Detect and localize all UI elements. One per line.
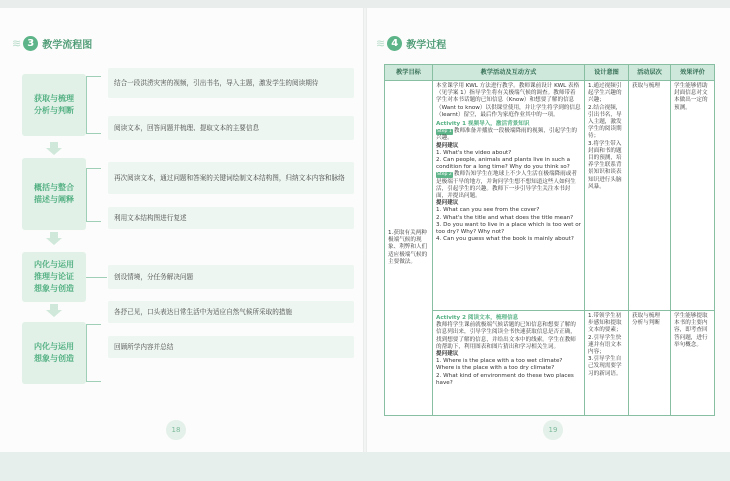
question-label-2: 提问建议 bbox=[436, 200, 459, 207]
arrow-down-3-icon bbox=[46, 310, 62, 317]
stage-2-activity-2: 利用文本结构图进行复述 bbox=[108, 207, 354, 229]
question-3-2: 2. What kind of environment do these two places have? bbox=[436, 372, 574, 386]
question-2-2: 2. What's the title and what does the title mean? bbox=[436, 214, 574, 221]
table-row bbox=[385, 311, 715, 416]
step-1-text: 教师准备并播放一段极端降雨的视频，引起学生的兴趣。 bbox=[436, 128, 577, 142]
stage-1-bracket bbox=[86, 76, 101, 134]
step-1 bbox=[436, 128, 581, 142]
teaching-process-table bbox=[384, 64, 715, 416]
question-1-1: 1. What's the video about? bbox=[436, 149, 512, 156]
stage-2-bracket bbox=[86, 168, 101, 222]
left-page-number: 18 bbox=[166, 420, 186, 440]
stage-3-activity-1: 创设情境，分任务解决问题 bbox=[108, 265, 354, 289]
table-header-row bbox=[385, 65, 715, 81]
question-label-1: 提问建议 bbox=[436, 142, 459, 149]
level-cell-1: 获取与梳理 bbox=[629, 81, 671, 311]
evaluation-cell-1: 学生能够借助封面信息对文本做出一定的预测。 bbox=[671, 81, 715, 311]
arrow-down-2-icon bbox=[46, 238, 62, 245]
activity-2-intro: 教师将学生课前就极端气候话题的已知信息和想要了解的信息列出来，引导学生阅读全书快速获取信息是否正确，找到想要了解的信息，并给出文本中的线索。学生在教师的帮助下，利用图表和图片猜出和学习相关生词。 bbox=[436, 322, 576, 350]
stage-1-activity-2: 阅读文本，回答问题并梳理、提取文本的主要信息 bbox=[108, 116, 354, 140]
section-title-2: 教学过程 bbox=[406, 40, 447, 51]
header-intent: 设计意图 bbox=[585, 65, 629, 81]
question-2-4: 4. Can you guess what the book is mainly about? bbox=[436, 236, 574, 243]
step-1-badge: Step 1 bbox=[437, 129, 452, 135]
header-goal: 教学目标 bbox=[385, 65, 433, 81]
top-band bbox=[0, 0, 730, 8]
stage-1-activity-1: 结合一段洪涝灾害的视频，引出书名，导入主题，激发学生的阅读期待 bbox=[108, 68, 354, 98]
stage-3-label: 内化与运用 推理与论证 想象与创造 bbox=[22, 252, 86, 302]
activity-intro: 本堂课学用 KWL 方法进行教学。教师课前设计 KWL 表格（见学案 1）指导学生将有关极端气候的调查。教师带着学生对本书话题的已知信息（Know）和想要了解的信息（Want to know）以供课堂使用，并让学生将学到的信息（learnt）留空，最后作为家庭作业其中的一项。 bbox=[436, 83, 581, 118]
table-row bbox=[385, 81, 715, 311]
book-spine bbox=[363, 8, 367, 474]
level-cell-2: 获取与梳理 分析与判断 bbox=[629, 311, 671, 416]
stage-4-activity-1: 各抒己见，口头表达日常生活中为适应自然气候所采取的措施 bbox=[108, 301, 354, 323]
wave-decoration-icon: ≋ bbox=[12, 37, 20, 50]
step-2 bbox=[436, 171, 581, 200]
intent-cell-2: 1.带领学生初步感知和提取文本的要素； 2.引导学生快速并有语文本内容； 3.引导学生自己发现需要学习的新词语。 bbox=[585, 311, 629, 416]
activity-1-title: Activity 1 视频导入，激活背景知识 bbox=[436, 121, 530, 128]
activity-2-title: Activity 2 阅读文本，梳理信息 bbox=[436, 315, 519, 321]
evaluation-cell-2: 学生能够提取本书的主要内容，即考查回答问题，进行举句概念。 bbox=[671, 311, 715, 416]
stage-4-activity-2: 回顾所学内容并总结 bbox=[108, 336, 354, 358]
flow-section-heading bbox=[12, 36, 92, 51]
step-2-text: 教师告知学生在地球上不少人生活在极端降雨或者是极端干旱的地方，并询问学生想不想知道这些人如何生活，引起学生的兴趣。教师下一步引导学生关注本书封面，并提出问题。 bbox=[436, 171, 577, 200]
right-page-number: 19 bbox=[543, 420, 563, 440]
question-label-3: 提问建议 bbox=[436, 351, 459, 358]
section-number-badge-2: 4 bbox=[387, 36, 402, 51]
activity-cell-2 bbox=[433, 311, 585, 416]
header-level: 活动层次 bbox=[629, 65, 671, 81]
stage-3-connector bbox=[86, 277, 107, 278]
process-section-heading bbox=[376, 36, 446, 51]
question-1-2: 2. Can people, animals and plants live in such a condition for a long time? Why do you think so? bbox=[436, 157, 571, 171]
step-2-badge: Step 2 bbox=[437, 172, 452, 178]
arrow-down-1-icon bbox=[46, 148, 62, 155]
goal-cell: 1.获取有关两种极端气候的现象、利弊和人们适应极端气候的主要做法。 bbox=[385, 81, 433, 416]
stage-2-label: 概括与整合 描述与阐释 bbox=[22, 158, 86, 230]
header-activity: 教学活动及互动方式 bbox=[433, 65, 585, 81]
stage-4-label: 内化与运用 想象与创造 bbox=[22, 322, 86, 384]
question-2-1: 1. What can you see from the cover? bbox=[436, 207, 540, 214]
bottom-band bbox=[0, 452, 730, 481]
section-title: 教学流程图 bbox=[42, 40, 93, 51]
activity-cell-1 bbox=[433, 81, 585, 311]
section-number-badge: 3 bbox=[23, 36, 38, 51]
stage-2-activity-1: 再次阅读文本，通过问题和答案的关键词绘制文本结构图，归纳文本内容和脉络 bbox=[108, 162, 354, 194]
header-evaluation: 效果评价 bbox=[671, 65, 715, 81]
wave-decoration-icon-2: ≋ bbox=[376, 37, 384, 50]
stage-1-label: 获取与梳理 分析与判断 bbox=[22, 74, 86, 136]
stage-4-bracket bbox=[86, 324, 101, 382]
question-2-3: 3. Do you want to live in a place which is too wet or too dry? Why? Why not? bbox=[436, 221, 581, 236]
intent-cell-1: 1.通过视频引起学生兴趣的兴趣； 2.结合视频，引出书名，导入主题，激发学生的阅读期待； 3.将学生带入封面和书的题目的预测，培养学生联系背景知识和谈表知识进行头脑风暴。 bbox=[585, 81, 629, 311]
question-3-1: 1. Where is the place with a too wet climate? Where is the place with a too dry climate? bbox=[436, 358, 563, 372]
